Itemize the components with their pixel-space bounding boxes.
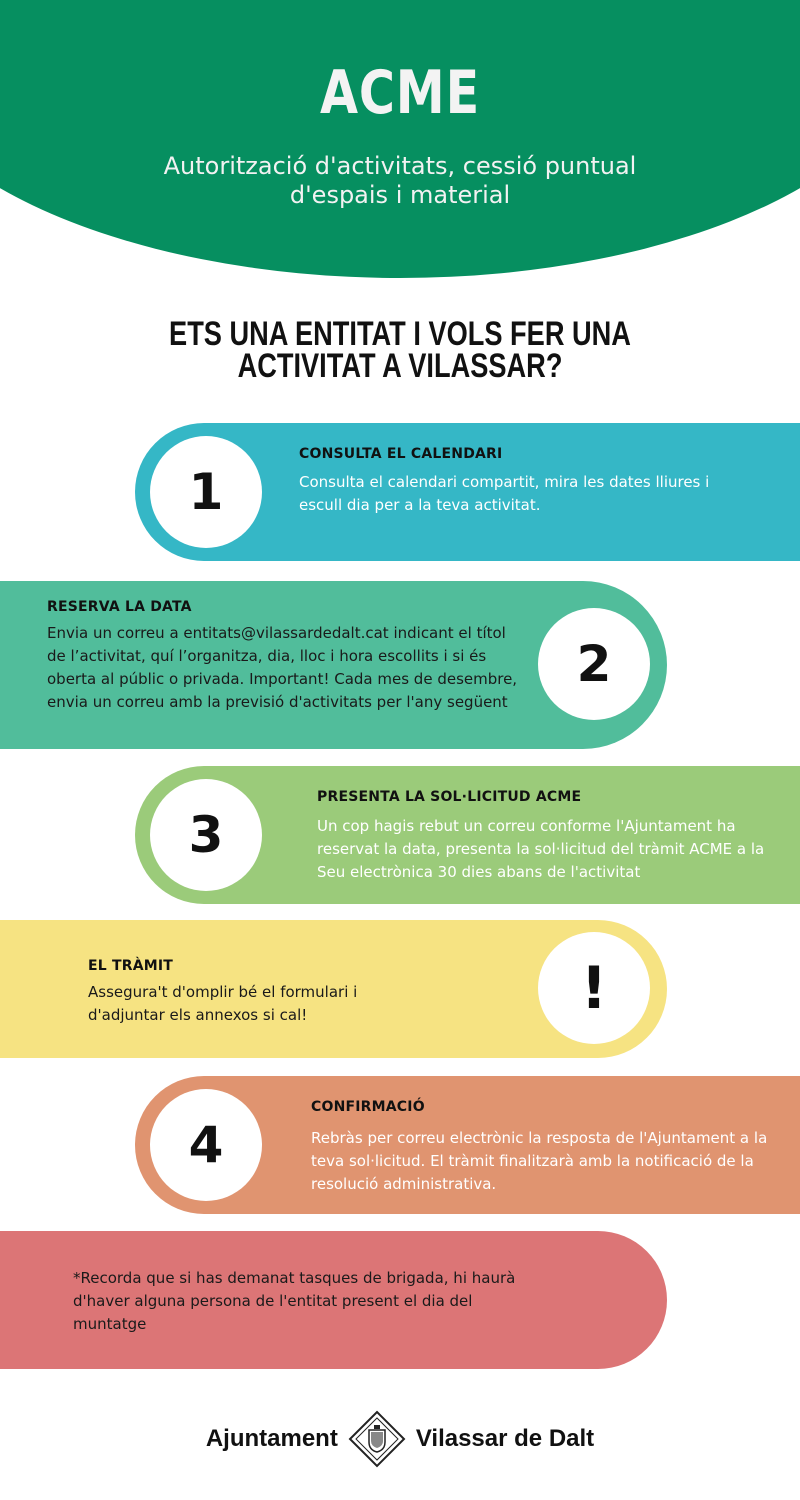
step-4-text: Rebràs per correu electrònic la resposta de l'Ajuntament a la teva sol·licitud. El tràmit finalitzarà amb la notificació de la resolució administrativa. bbox=[311, 1129, 768, 1193]
step-4-number: 4 bbox=[150, 1089, 262, 1201]
shield-crest-icon bbox=[348, 1410, 406, 1468]
tramit-warning-icon: ! bbox=[538, 932, 650, 1044]
step-3-number: 3 bbox=[150, 779, 262, 891]
step-3-heading: PRESENTA LA SOL·LICITUD ACME bbox=[317, 789, 582, 805]
note-text: *Recorda que si has demanat tasques de brigada, hi haurà d'haver alguna persona de l'entitat present el dia del muntatge bbox=[73, 1269, 516, 1333]
step-1-text: Consulta el calendari compartit, mira les dates lliures i escull dia per a la teva activitat. bbox=[299, 473, 710, 514]
step-2-text: Envia un correu a entitats@vilassardedalt.cat indicant el títol de l’activitat, quí l’organitza, dia, lloc i hora escollits i si és oberta al públic o privada. Important! Cada mes de desembre, envia un correu amb la previsió d'activitats per l'any següent bbox=[47, 624, 518, 711]
footer-logo bbox=[200, 1406, 600, 1472]
step-1-number: 1 bbox=[150, 436, 262, 548]
section-question: ETS UNA ENTITAT I VOLS FER UNA ACTIVITAT A VILASSAR? bbox=[169, 315, 631, 385]
tramit-heading: EL TRÀMIT bbox=[88, 958, 174, 974]
step-2-heading: RESERVA LA DATA bbox=[47, 599, 192, 615]
footer-right-text: Vilassar de Dalt bbox=[415, 1425, 595, 1452]
page-title: ACME bbox=[319, 58, 481, 128]
header-banner bbox=[0, 0, 800, 278]
step-2-number: 2 bbox=[538, 608, 650, 720]
step-3-text: Un cop hagis rebut un correu conforme l'Ajuntament ha reservat la data, presenta la sol·licitud del tràmit ACME a la Seu electrònica 30 dies abans de l'activitat bbox=[317, 817, 765, 881]
tramit-text: Assegura't d'omplir bé el formulari i d'adjuntar els annexos si cal! bbox=[88, 983, 358, 1024]
step-1-heading: CONSULTA EL CALENDARI bbox=[299, 446, 503, 462]
page-subtitle: Autorització d'activitats, cessió puntual d'espais i material bbox=[163, 152, 637, 209]
step-4-heading: CONFIRMACIÓ bbox=[311, 1099, 425, 1115]
footer-left-text: Ajuntament bbox=[205, 1425, 338, 1452]
